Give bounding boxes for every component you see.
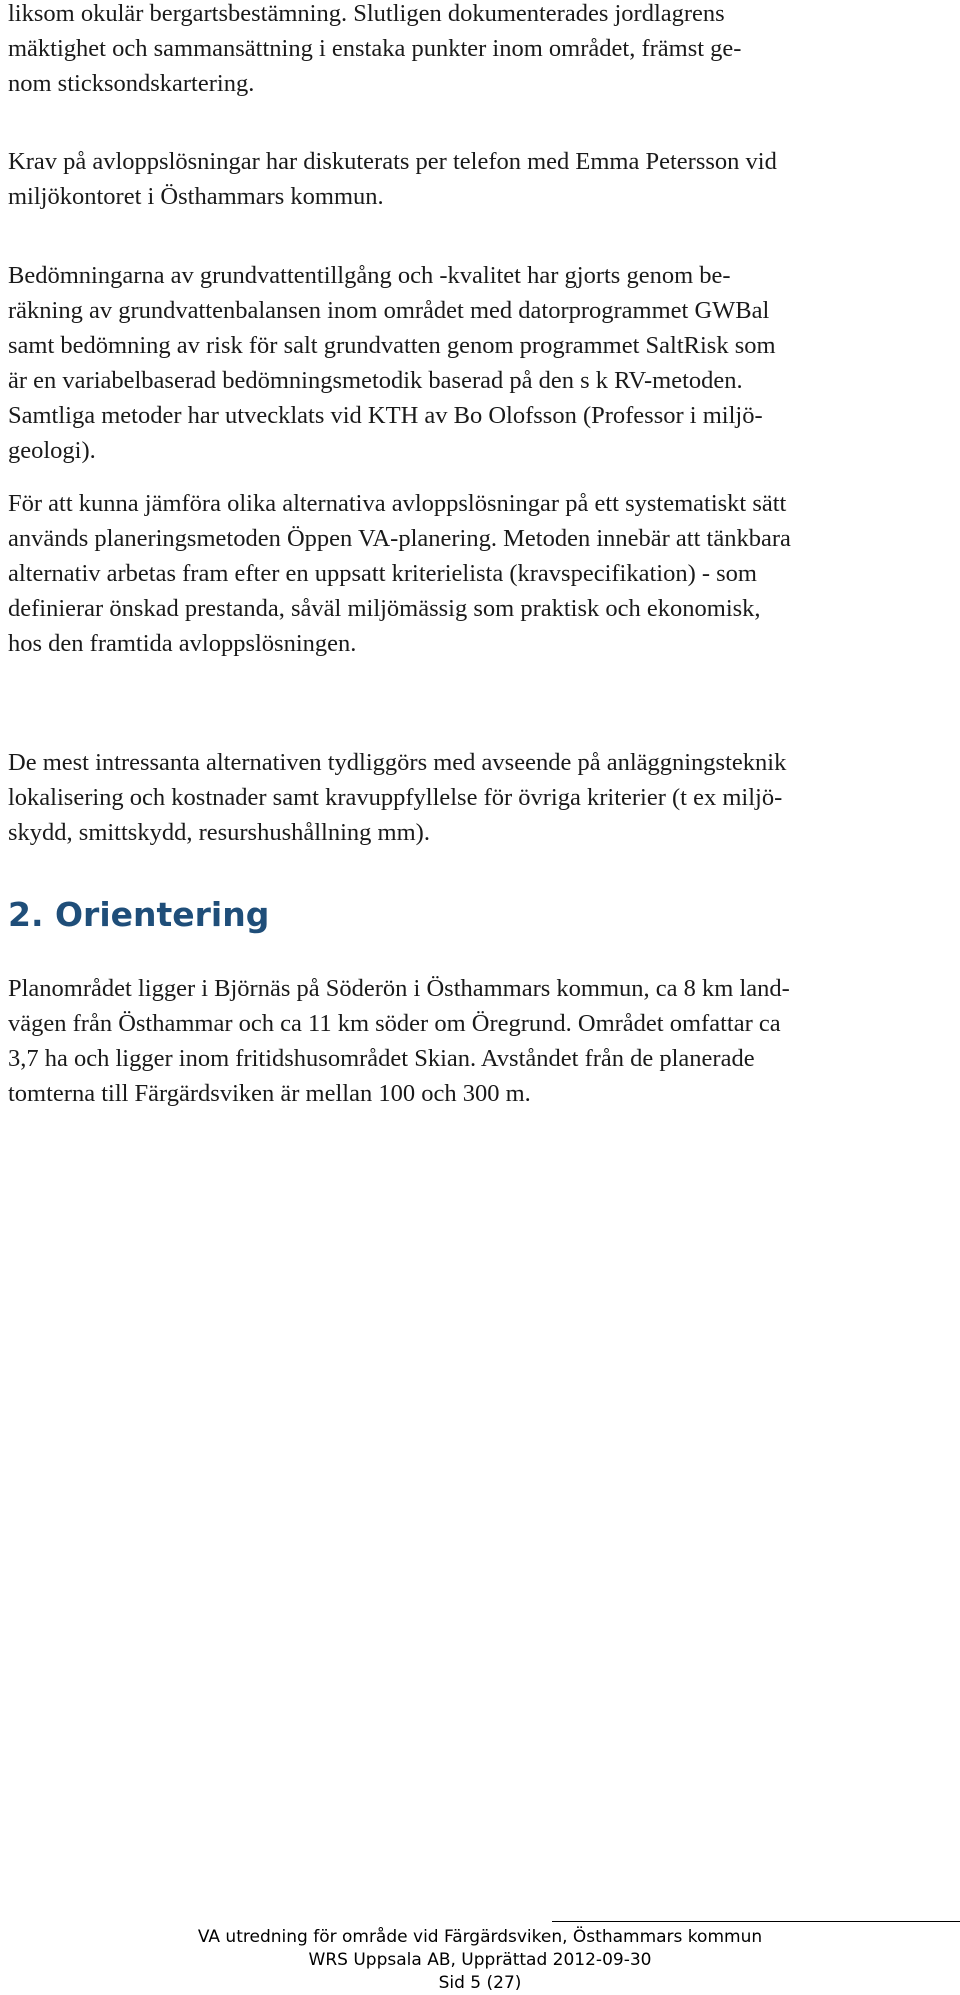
text-line: Samtliga metoder har utvecklats vid KTH av Bo Olofsson (Professor i miljö- (8, 402, 763, 429)
text-line: hos den framtida avloppslösningen. (8, 630, 357, 657)
text-line: miljökontoret i Östhammars kommun. (8, 183, 384, 210)
text-line: lokalisering och kostnader samt kravuppfyllelse för övriga kriterier (t ex miljö- (8, 784, 783, 811)
footer-author-date: WRS Uppsala AB, Upprättad 2012-09-30 (308, 1950, 652, 1970)
paragraph-field-methods (8, 0, 948, 101)
text-line: är en variabelbaserad bedömningsmetodik baserad på den s k RV-metoden. (8, 367, 743, 394)
text-line: alternativ arbetas fram efter en uppsatt kriterielista (kravspecifikation) - som (8, 560, 757, 587)
text-line: tomterna till Färgärdsviken är mellan 100 och 300 m. (8, 1080, 531, 1107)
text-line: 3,7 ha och ligger inom fritidshusområdet Skian. Avståndet från de planerade (8, 1045, 755, 1072)
text-line: De mest intressanta alternativen tydliggörs med avseende på anläggningsteknik (8, 749, 787, 776)
paragraph-alternatives (8, 745, 948, 850)
text-line: mäktighet och sammansättning i enstaka punkter inom området, främst ge- (8, 35, 742, 62)
text-line: används planeringsmetoden Öppen VA-planering. Metoden innebär att tänkbara (8, 525, 791, 552)
text-line: För att kunna jämföra olika alternativa avloppslösningar på ett systematiskt sätt (8, 490, 787, 517)
text-line: definierar önskad prestanda, såväl miljömässig som praktisk och ekonomisk, (8, 595, 761, 622)
page-footer (0, 1926, 960, 1995)
paragraph-sewage-requirements (8, 144, 948, 214)
section-heading: 2. Orientering (8, 895, 270, 934)
text-line: liksom okulär bergartsbestämning. Slutligen dokumenterades jordlagrens (8, 0, 725, 27)
footer-divider (552, 1921, 960, 1922)
paragraph-orientation (8, 971, 948, 1111)
text-line: Planområdet ligger i Björnäs på Söderön i Östhammars kommun, ca 8 km land- (8, 975, 790, 1002)
text-line: Krav på avloppslösningar har diskuterats per telefon med Emma Petersson vid (8, 148, 777, 175)
paragraph-groundwater-assessment (8, 258, 948, 468)
footer-page-number: Sid 5 (27) (438, 1973, 522, 1993)
paragraph-planning-method (8, 486, 948, 661)
text-line: Bedömningarna av grundvattentillgång och -kvalitet har gjorts genom be- (8, 262, 731, 289)
text-line: vägen från Östhammar och ca 11 km söder om Öregrund. Området omfattar ca (8, 1010, 781, 1037)
text-line: räkning av grundvattenbalansen inom området med datorprogrammet GWBal (8, 297, 770, 324)
footer-report-title: VA utredning för område vid Färgärdsviken, Östhammars kommun (197, 1927, 763, 1947)
text-line: skydd, smittskydd, resurshushållning mm). (8, 819, 430, 846)
text-line: samt bedömning av risk för salt grundvatten genom programmet SaltRisk som (8, 332, 776, 359)
text-line: geologi). (8, 437, 96, 464)
text-line: nom sticksondskartering. (8, 70, 255, 97)
